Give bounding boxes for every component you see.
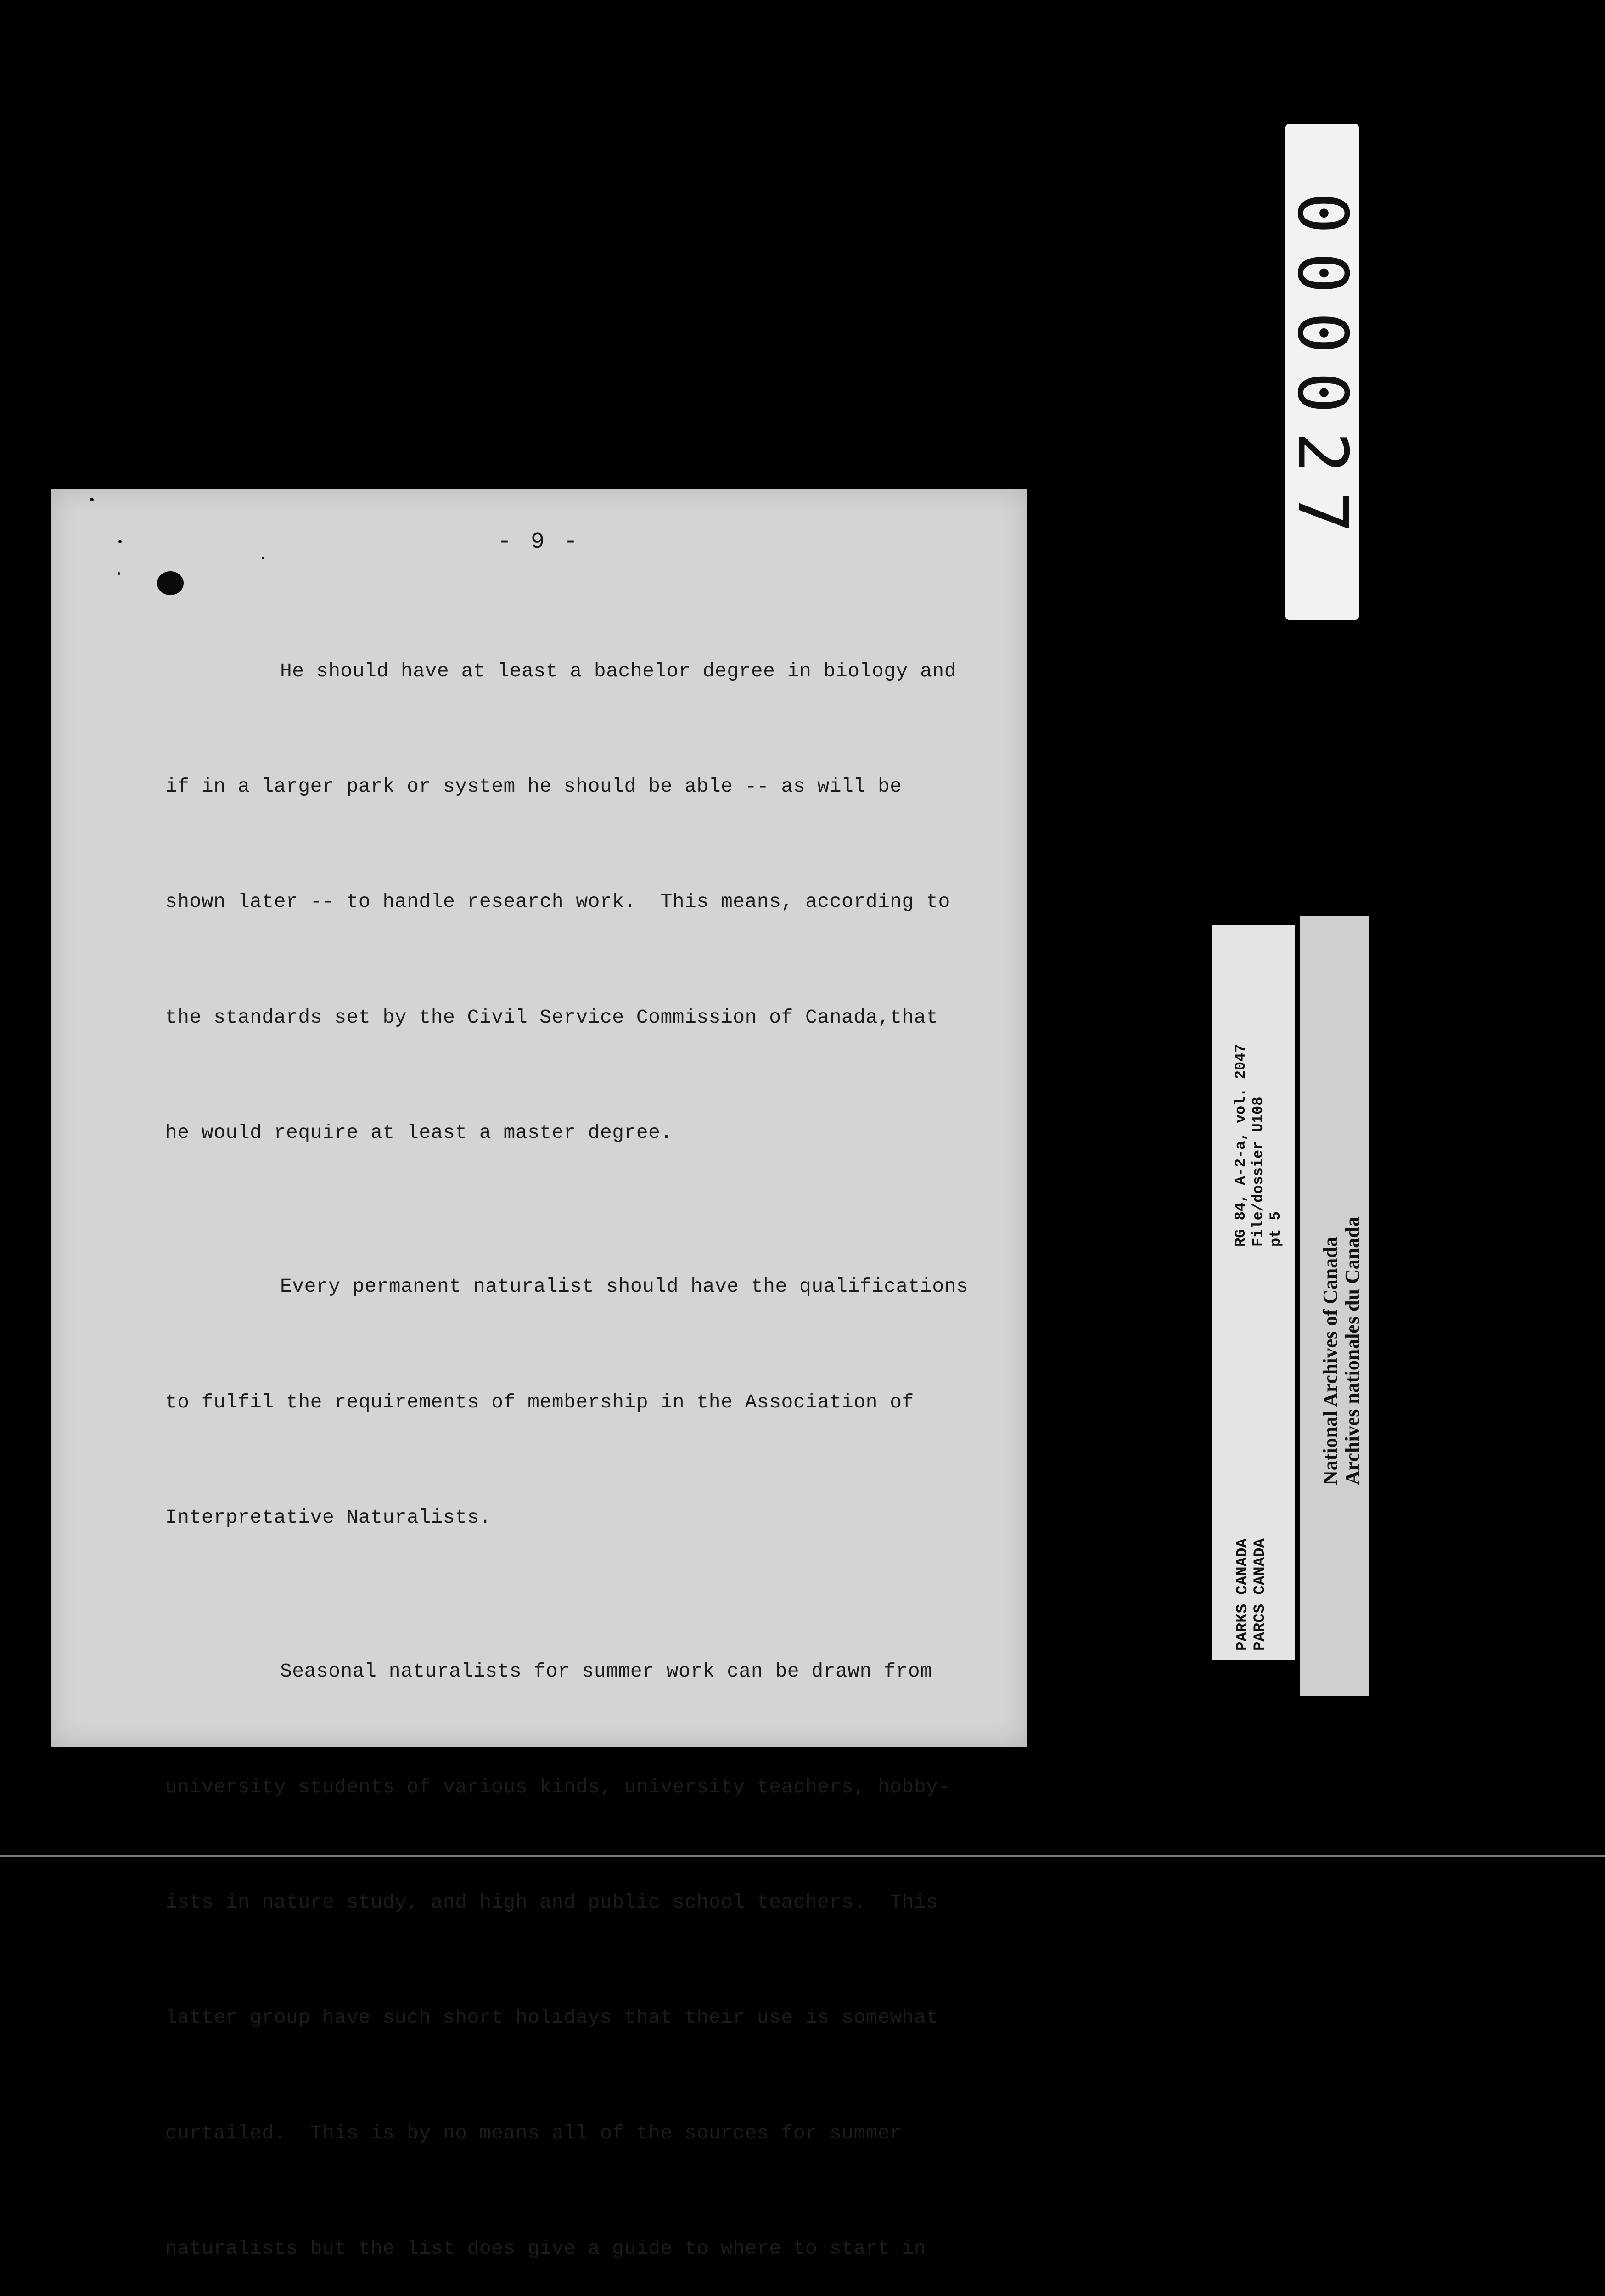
frame-number: 000027 xyxy=(1282,192,1362,551)
text-line: ists in nature study, and high and public school teachers. This xyxy=(165,1891,938,1914)
reference-label xyxy=(1212,925,1295,1660)
scan-edge-line xyxy=(0,1855,1605,1857)
agency-line: PARCS CANADA xyxy=(1251,1538,1269,1651)
text-line: naturalists but the list does give a guide to where to start in xyxy=(165,2237,926,2260)
text-line: He should have at least a bachelor degree in biology and xyxy=(280,659,957,682)
page-number: - 9 - xyxy=(497,529,581,555)
text-line: university students of various kinds, university teachers, hobby- xyxy=(165,1775,950,1798)
paper-speck xyxy=(90,498,94,501)
text-line: Seasonal naturalists for summer work can be drawn from xyxy=(280,1660,932,1683)
typed-page xyxy=(51,489,1027,2260)
archive-name-fr: Archives nationales du Canada xyxy=(1341,1216,1364,1485)
archive-name-en: National Archives of Canada xyxy=(1319,1237,1341,1485)
paper-speck xyxy=(118,572,120,575)
text-line: to fulfil the requirements of membership in the Association of xyxy=(165,1390,914,1413)
text-line: the standards set by the Civil Service Commission of Canada,that xyxy=(165,1006,938,1029)
text-line: shown later -- to handle research work. This means, according to xyxy=(165,890,950,913)
reference-line: RG 84, A-2-a, vol. 2047 xyxy=(1232,1044,1249,1247)
text-line: curtailed. This is by no means all of the sources for summer xyxy=(165,2122,902,2144)
reference-line: File/dossier U108 xyxy=(1250,1097,1267,1247)
frame-number-tag xyxy=(1282,124,1362,620)
text-line: latter group have such short holidays that their use is somewhat xyxy=(165,2006,938,2029)
text-line: he would require at least a master degree. xyxy=(165,1121,673,1144)
text-line: if in a larger park or system he should be able -- as will be xyxy=(165,775,902,798)
agency-line: PARKS CANADA xyxy=(1234,1538,1251,1651)
text-line: Every permanent naturalist should have the qualifications xyxy=(280,1275,969,1298)
reference-line: pt 5 xyxy=(1267,1211,1284,1247)
text-line: Interpretative Naturalists. xyxy=(165,1506,492,1529)
archive-label xyxy=(1300,916,1369,1696)
paper-speck xyxy=(262,557,264,559)
body-text xyxy=(165,575,992,2296)
